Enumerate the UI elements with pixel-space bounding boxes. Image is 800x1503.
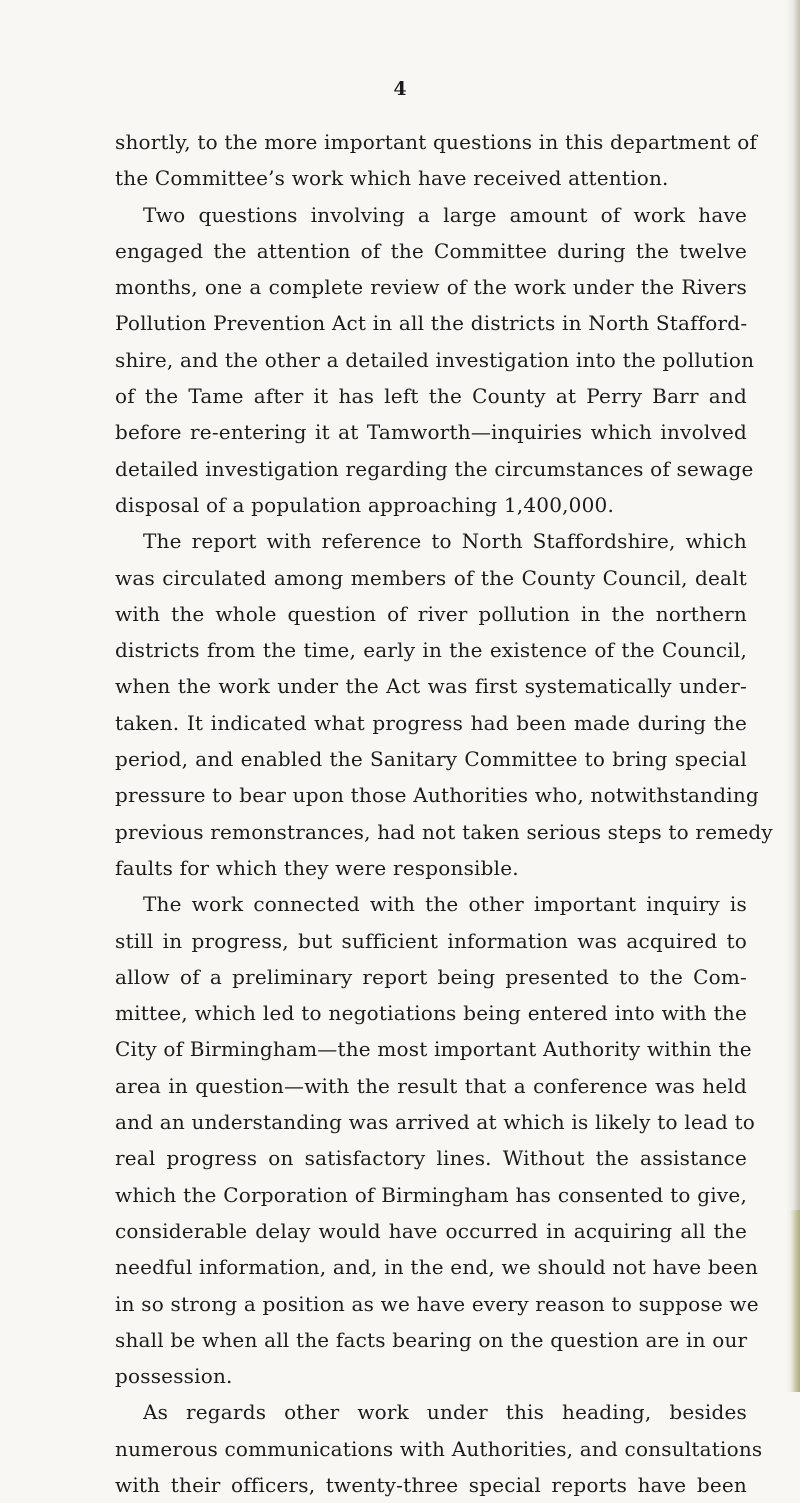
text-line: shall be when all the facts bearing on the question are in our — [115, 1327, 748, 1352]
text-line: period, and enabled the Sanitary Committee to bring special — [115, 747, 747, 772]
text-line: allow of a preliminary report being presented to the Com- — [115, 964, 747, 989]
text-line: considerable delay would have occurred in acquiring all the — [115, 1218, 747, 1243]
text-line: of the Tame after it has left the County at Perry Barr and — [115, 384, 747, 409]
text-line: shire, and the other a detailed investigation into the pollution — [115, 347, 755, 372]
text-line: As regards other work under this heading, besides — [143, 1400, 747, 1425]
text-line: The report with reference to North Staffordshire, which — [143, 529, 747, 554]
text-line: in so strong a position as we have every reason to suppose we — [115, 1291, 759, 1316]
text-line: real progress on satisfactory lines. Without the assistance — [115, 1146, 747, 1171]
text-line: City of Birmingham—the most important Authority within the — [115, 1037, 752, 1062]
text-line: faults for which they were responsible. — [115, 855, 519, 880]
text-line: numerous communications with Authorities, and consultations — [115, 1436, 763, 1461]
text-line: Two questions involving a large amount of work have — [143, 202, 747, 227]
text-line: area in question—with the result that a conference was held — [115, 1073, 747, 1098]
text-line: still in progress, but sufficient information was acquired to — [115, 928, 747, 953]
text-line: districts from the time, early in the existence of the Council, — [115, 638, 747, 663]
text-line: previous remonstrances, had not taken serious steps to remedy — [115, 819, 773, 844]
text-line: shortly, to the more important questions in this department of — [115, 130, 758, 154]
text-line: taken. It indicated what progress had been made during the — [115, 710, 747, 735]
text-line: needful information, and, in the end, we should not have been — [115, 1255, 759, 1280]
text-line: pressure to bear upon those Authorities who, notwithstanding — [115, 783, 759, 808]
text-line: was circulated among members of the County Council, dealt — [115, 565, 747, 590]
body-text — [115, 124, 773, 1503]
text-line: detailed investigation regarding the circumstances of sewage — [115, 456, 754, 481]
text-line: engaged the attention of the Committee during the twelve — [115, 238, 747, 263]
text-line: Pollution Prevention Act in all the districts in North Stafford- — [115, 311, 748, 336]
page-edge-shadow — [786, 0, 800, 1392]
text-line: possession. — [115, 1364, 233, 1389]
text-line: the Committee’s work which have received attention. — [115, 166, 669, 191]
page-edge-stain — [790, 1210, 800, 1392]
page-number: 4 — [393, 78, 407, 100]
text-line: months, one a complete review of the work under the Rivers — [115, 275, 747, 300]
text-line: The work connected with the other important inquiry is — [143, 892, 747, 917]
text-line: disposal of a population approaching 1,400,000. — [115, 492, 615, 517]
text-line: and an understanding was arrived at which is likely to lead to — [115, 1110, 756, 1135]
text-line: with the whole question of river pollution in the northern — [115, 601, 747, 626]
text-line: which the Corporation of Birmingham has consented to give, — [115, 1182, 747, 1207]
text-line: with their officers, twenty-three special reports have been — [115, 1472, 747, 1497]
text-line: when the work under the Act was first systematically under- — [115, 674, 747, 699]
text-line: before re-entering it at Tamworth—inquiries which involved — [115, 420, 747, 445]
text-line: mittee, which led to negotiations being entered into with the — [115, 1001, 747, 1026]
